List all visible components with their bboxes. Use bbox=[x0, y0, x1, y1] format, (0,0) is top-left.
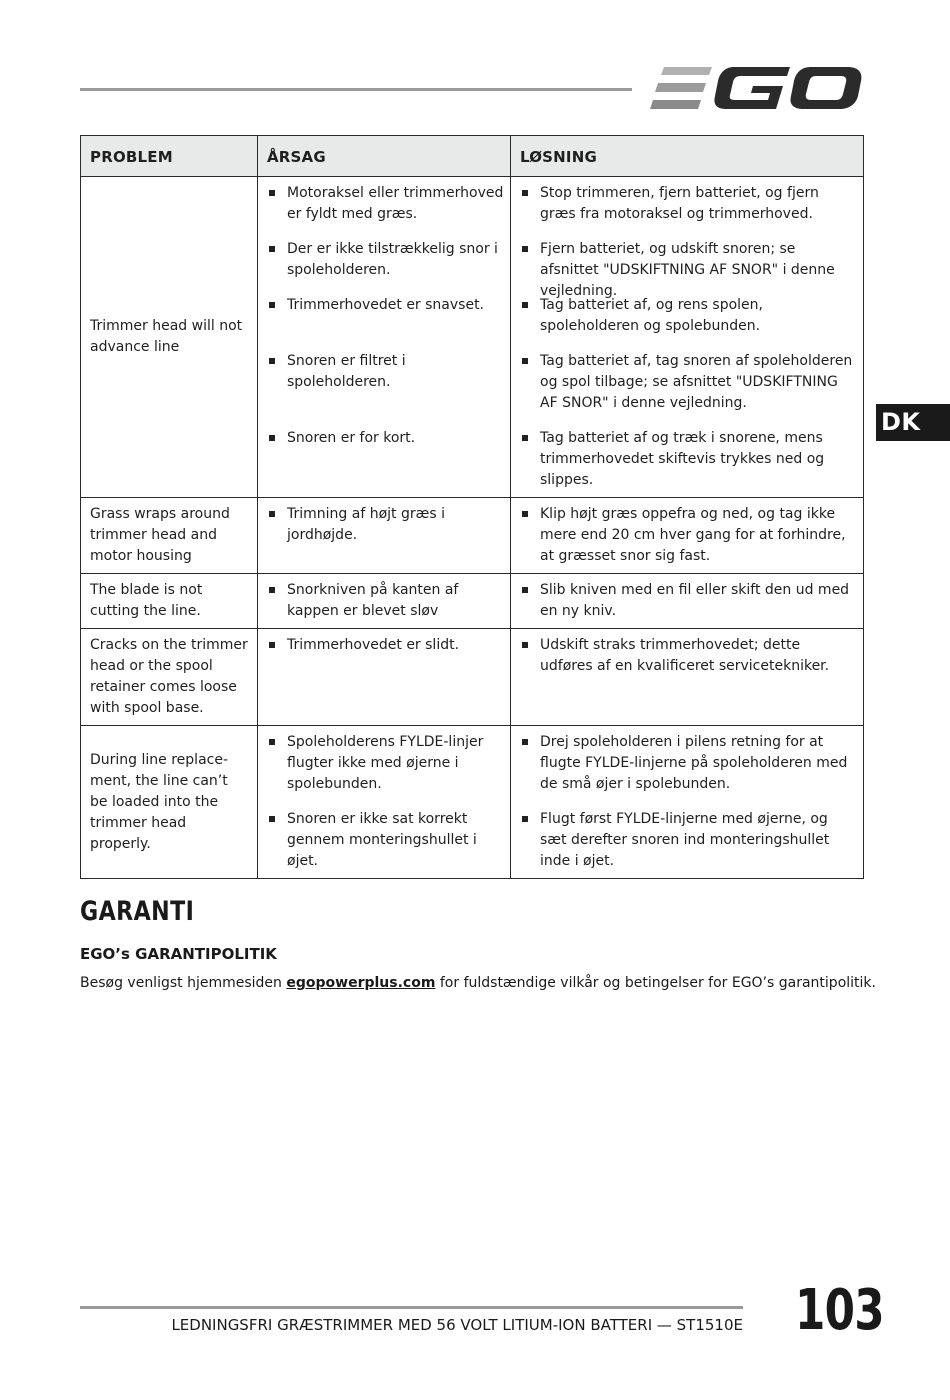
solution-item: Tag batteriet af, tag snoren af spoleholderen og spol tilbage; se afsnittet "UDSKIFTNING AF SNOR" i denne vejledning. bbox=[520, 351, 857, 428]
solution-item: Flugt først FYLDE-linjerne med øjerne, og sæt derefter snoren ind monteringshullet inde i øjet. bbox=[520, 809, 857, 872]
solution-cell bbox=[511, 177, 864, 498]
table-row bbox=[81, 726, 864, 879]
cause-cell bbox=[258, 498, 511, 574]
problem-cell: The blade is not cutting the line. bbox=[81, 574, 258, 629]
table-header-row bbox=[81, 136, 864, 177]
header-cause: ÅRSAG bbox=[258, 136, 511, 177]
warranty-title: GARANTI bbox=[80, 896, 195, 927]
problem-cell: Grass wraps around trimmer head and motor housing bbox=[81, 498, 258, 574]
solution-cell bbox=[511, 574, 864, 629]
warranty-text-after: for fuldstændige vilkår og betingelser for EGO’s garantipolitik. bbox=[435, 975, 876, 991]
solution-item: Tag batteriet af, og rens spolen, spoleholderen og spolebunden. bbox=[520, 295, 857, 351]
table-row bbox=[81, 574, 864, 629]
solution-item: Fjern batteriet, og udskift snoren; se afsnittet "UDSKIFTNING AF SNOR" i denne vejledning. bbox=[520, 239, 857, 295]
header-solution: LØSNING bbox=[511, 136, 864, 177]
ego-logo bbox=[650, 64, 862, 112]
language-tab: DK bbox=[876, 404, 950, 441]
footer-title: LEDNINGSFRI GRÆSTRIMMER MED 56 VOLT LITIUM-ION BATTERI — ST1510E bbox=[171, 1316, 743, 1334]
cause-item: Trimmerhovedet er slidt. bbox=[267, 635, 504, 656]
cause-item: Trimmerhovedet er snavset. bbox=[267, 295, 504, 351]
cause-cell bbox=[258, 629, 511, 726]
cause-item: Trimning af højt græs i jordhøjde. bbox=[267, 504, 504, 546]
warranty-text-before: Besøg venligst hjemmesiden bbox=[80, 975, 287, 991]
cause-item: Der er ikke tilstrækkelig snor i spoleholderen. bbox=[267, 239, 504, 295]
footer-rule bbox=[80, 1306, 743, 1309]
solution-item: Tag batteriet af og træk i snorene, mens trimmerhovedet skiftevis trykkes ned og slippes. bbox=[520, 428, 857, 491]
problem-cell: During line replace-ment, the line can’t be loaded into the trimmer head properly. bbox=[81, 726, 258, 879]
table-row bbox=[81, 498, 864, 574]
cause-item: Snoren er filtret i spoleholderen. bbox=[267, 351, 504, 428]
solution-item: Udskift straks trimmerhovedet; dette udføres af en kvalificeret servicetekniker. bbox=[520, 635, 857, 677]
solution-item: Drej spoleholderen i pilens retning for at flugte FYLDE-linjerne på spoleholderen med de små øjer i spolebunden. bbox=[520, 732, 857, 809]
cause-item: Snoren er ikke sat korrekt gennem monteringshullet i øjet. bbox=[267, 809, 504, 872]
cause-item: Snoren er for kort. bbox=[267, 428, 504, 491]
cause-cell bbox=[258, 726, 511, 879]
cause-cell bbox=[258, 177, 511, 498]
solution-cell bbox=[511, 629, 864, 726]
warranty-subtitle: EGO’s GARANTIPOLITIK bbox=[80, 945, 277, 963]
header-problem: PROBLEM bbox=[81, 136, 258, 177]
troubleshooting-table bbox=[80, 135, 864, 879]
solution-cell bbox=[511, 498, 864, 574]
problem-cell: Cracks on the trimmer head or the spool retainer comes loose with spool base. bbox=[81, 629, 258, 726]
solution-item: Stop trimmeren, fjern batteriet, og fjern græs fra motoraksel og trimmerhoved. bbox=[520, 183, 857, 239]
svg-text:EGO: EGO bbox=[650, 64, 653, 65]
warranty-text bbox=[80, 973, 880, 994]
page-number: 103 bbox=[795, 1278, 884, 1343]
solution-item: Klip højt græs oppefra og ned, og tag ikke mere end 20 cm hver gang for at forhindre, at græsset snor sig fast. bbox=[520, 504, 857, 567]
table-row bbox=[81, 629, 864, 726]
problem-cell: Trimmer head will not advance line bbox=[81, 177, 258, 498]
header-rule bbox=[80, 88, 632, 91]
solution-cell bbox=[511, 726, 864, 879]
cause-item: Motoraksel eller trimmerhoved er fyldt med græs. bbox=[267, 183, 504, 239]
cause-item: Spoleholderens FYLDE-linjer flugter ikke med øjerne i spolebunden. bbox=[267, 732, 504, 809]
cause-item: Snorkniven på kanten af kappen er blevet sløv bbox=[267, 580, 504, 622]
solution-item: Slib kniven med en fil eller skift den ud med en ny kniv. bbox=[520, 580, 857, 622]
warranty-link[interactable]: egopowerplus.com bbox=[286, 975, 436, 991]
table-row bbox=[81, 177, 864, 498]
cause-cell bbox=[258, 574, 511, 629]
